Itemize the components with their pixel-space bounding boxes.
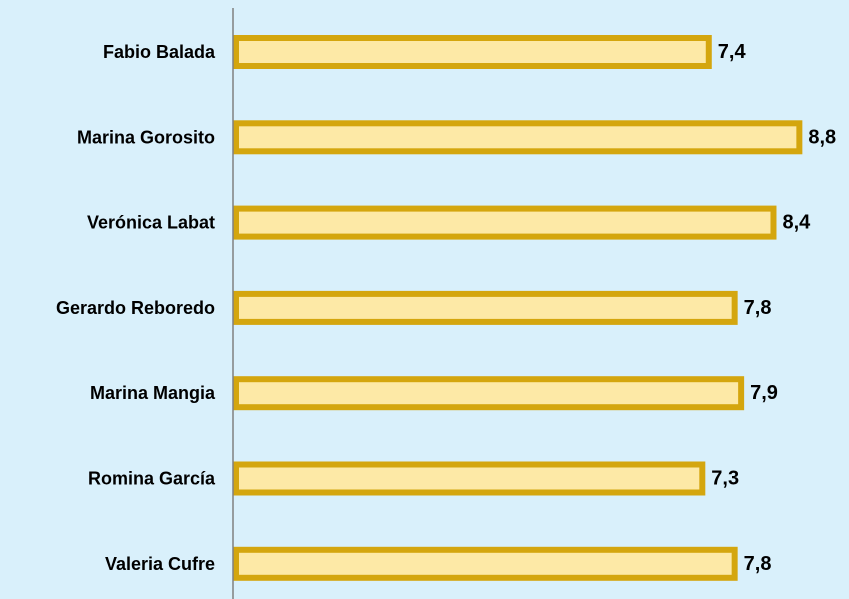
value-label: 7,8: [743, 552, 772, 575]
value-label: 7,9: [750, 382, 778, 405]
bar: [236, 38, 709, 66]
category-label: Gerardo Reboredo: [55, 297, 215, 318]
value-label: 7,8: [743, 296, 772, 319]
category-label: Verónica Labat: [86, 212, 215, 233]
category-label: Marina Mangia: [89, 383, 215, 404]
bar: [236, 379, 741, 407]
value-label: 7,3: [711, 467, 740, 490]
value-label: 8,4: [782, 211, 811, 234]
bar: [236, 123, 799, 151]
category-label: Romina García: [87, 468, 215, 489]
bar: [236, 550, 735, 578]
category-label: Fabio Balada: [102, 42, 215, 62]
category-label: Valeria Cufre: [104, 553, 215, 574]
bar: [236, 294, 735, 322]
category-label: Marina Gorosito: [76, 127, 215, 148]
bar: [236, 465, 702, 493]
value-label: 8,8: [808, 126, 837, 149]
bar: [236, 209, 773, 237]
value-label: 7,4: [717, 41, 746, 63]
